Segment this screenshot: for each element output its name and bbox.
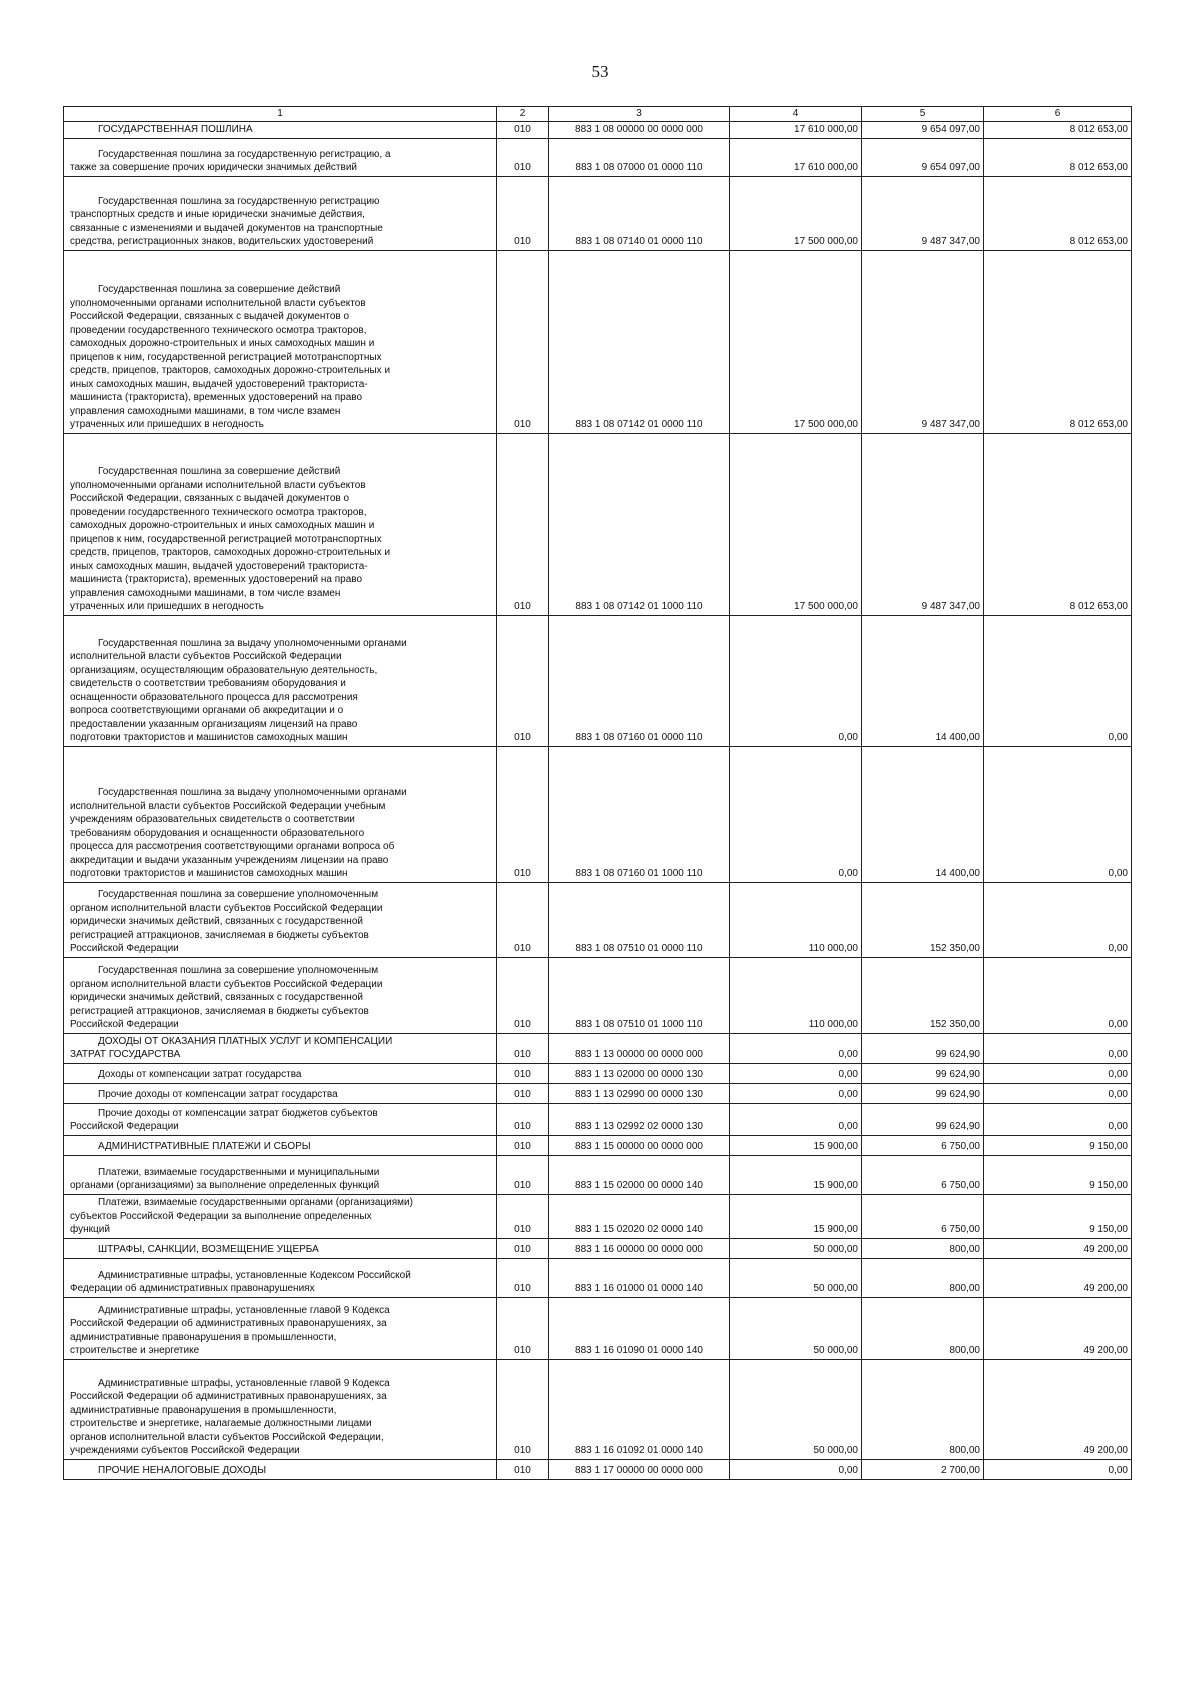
- budget-classification-code-cell: 883 1 08 00000 00 0000 000: [549, 122, 730, 139]
- executed-amount-cell: 800,00: [862, 1238, 984, 1258]
- indicator-name-cell: [64, 1103, 497, 1135]
- unexecuted-amount-cell: 8 012 653,00: [984, 138, 1132, 176]
- row-code-cell: 010: [497, 1258, 549, 1297]
- approved-amount-cell: 17 610 000,00: [730, 122, 862, 139]
- indicator-name-cell: [64, 1359, 497, 1459]
- executed-amount-cell: 2 700,00: [862, 1459, 984, 1479]
- executed-amount-cell: 9 487 347,00: [862, 250, 984, 433]
- budget-classification-code-cell: 883 1 16 01092 01 0000 140: [549, 1359, 730, 1459]
- unexecuted-amount-cell: 8 012 653,00: [984, 122, 1132, 139]
- executed-amount-cell: 9 487 347,00: [862, 433, 984, 615]
- row-code-cell: 010: [497, 746, 549, 882]
- indicator-name: Государственная пошлина за выдачу уполномоченными органами исполнительной власти субъектов Российской Федерации учебным учреждениям образовательных свидетельств о соответствии требованиям оборудования и оснащенности образовательного процесса для рассмотрения соответствующими органами вопроса об аккредитации и выдачи указанным учреждениям лицензии на право подготовки трактористов и машинистов самоходных машин: [70, 787, 407, 879]
- unexecuted-amount-cell: 0,00: [984, 746, 1132, 882]
- row-code-cell: 010: [497, 615, 549, 746]
- executed-amount-cell: 800,00: [862, 1359, 984, 1459]
- indicator-name: Прочие доходы от компенсации затрат государства: [98, 1089, 338, 1100]
- unexecuted-amount-cell: 49 200,00: [984, 1258, 1132, 1297]
- budget-classification-code-cell: 883 1 13 02000 00 0000 130: [549, 1063, 730, 1083]
- approved-amount-cell: 50 000,00: [730, 1297, 862, 1359]
- unexecuted-amount-cell: 0,00: [984, 957, 1132, 1033]
- column-number-header-row: [64, 107, 1132, 122]
- indicator-name: Административные штрафы, установленные главой 9 Кодекса Российской Федерации об административных правонарушениях, за административные правонарушения в промышленности, строительстве и энергетике: [70, 1304, 390, 1356]
- indicator-name: Государственная пошлина за совершение уполномоченным органом исполнительной власти субъектов Российской Федерации юридически значимых действий, связанных с государственной регистрацией аттракционов, зачисляемая в бюджеты субъектов Российской Федерации: [70, 889, 383, 954]
- budget-classification-code-cell: 883 1 17 00000 00 0000 000: [549, 1459, 730, 1479]
- indicator-name: Административные штрафы, установленные Кодексом Российской Федерации об административных правонарушениях: [70, 1269, 411, 1294]
- indicator-name: Государственная пошлина за совершение действий уполномоченными органами исполнительной власти субъектов Российской Федерации, связанных с выдачей документов о проведении государственного технического осмотра тракторов, самоходных дорожно-строительных и иных самоходных машин и прицепов к ним, государственной регистрацией мототранспортных средств, прицепов, тракторов, самоходных дорожно-строительных и иных самоходных машин, выдачей удостоверений тракториста- машиниста (тракториста), временных удостоверений на право управления самоходными машинами, в том числе взамен утраченных или пришедших в негодность: [70, 284, 391, 430]
- column-header: 6: [984, 107, 1132, 122]
- column-header: 2: [497, 107, 549, 122]
- row-code-cell: 010: [497, 122, 549, 139]
- table-row: [64, 1155, 1132, 1194]
- budget-classification-code-cell: 883 1 13 02990 00 0000 130: [549, 1083, 730, 1103]
- table-row: [64, 1238, 1132, 1258]
- approved-amount-cell: 17 610 000,00: [730, 138, 862, 176]
- unexecuted-amount-cell: 49 200,00: [984, 1359, 1132, 1459]
- approved-amount-cell: 15 900,00: [730, 1135, 862, 1155]
- column-header: 4: [730, 107, 862, 122]
- indicator-name-cell: [64, 1459, 497, 1479]
- row-code-cell: 010: [497, 1194, 549, 1238]
- executed-amount-cell: 9 654 097,00: [862, 122, 984, 139]
- unexecuted-amount-cell: 9 150,00: [984, 1194, 1132, 1238]
- unexecuted-amount-cell: 8 012 653,00: [984, 433, 1132, 615]
- executed-amount-cell: 99 624,90: [862, 1063, 984, 1083]
- table-row: [64, 1135, 1132, 1155]
- unexecuted-amount-cell: 8 012 653,00: [984, 176, 1132, 250]
- row-code-cell: 010: [497, 1238, 549, 1258]
- indicator-name-cell: [64, 433, 497, 615]
- column-header: 1: [64, 107, 497, 122]
- indicator-name-cell: [64, 1297, 497, 1359]
- indicator-name-cell: [64, 176, 497, 250]
- approved-amount-cell: 0,00: [730, 1459, 862, 1479]
- budget-classification-code-cell: 883 1 16 00000 00 0000 000: [549, 1238, 730, 1258]
- row-code-cell: 010: [497, 433, 549, 615]
- budget-classification-code-cell: 883 1 16 01090 01 0000 140: [549, 1297, 730, 1359]
- approved-amount-cell: 50 000,00: [730, 1258, 862, 1297]
- row-code-cell: 010: [497, 1033, 549, 1063]
- executed-amount-cell: 9 487 347,00: [862, 176, 984, 250]
- executed-amount-cell: 14 400,00: [862, 746, 984, 882]
- budget-classification-code-cell: 883 1 08 07160 01 1000 110: [549, 746, 730, 882]
- approved-amount-cell: 17 500 000,00: [730, 176, 862, 250]
- table-row: [64, 615, 1132, 746]
- unexecuted-amount-cell: 0,00: [984, 1033, 1132, 1063]
- indicator-name: Государственная пошлина за государственную регистрацию транспортных средств и иные юридически значимые действия, связанные с изменениями и выдачей документов на транспортные средства, регистрационных знаков, водительских удостоверений: [70, 195, 383, 247]
- indicator-name-cell: [64, 250, 497, 433]
- indicator-name-cell: [64, 746, 497, 882]
- indicator-name-cell: [64, 615, 497, 746]
- budget-classification-code-cell: 883 1 08 07510 01 1000 110: [549, 957, 730, 1033]
- indicator-name: Доходы от компенсации затрат государства: [98, 1069, 302, 1080]
- unexecuted-amount-cell: 49 200,00: [984, 1238, 1132, 1258]
- table-row: [64, 1103, 1132, 1135]
- approved-amount-cell: 0,00: [730, 1063, 862, 1083]
- indicator-name: Государственная пошлина за государственную регистрацию, а также за совершение прочих юридически значимых действий: [70, 148, 391, 173]
- table-row: [64, 746, 1132, 882]
- row-code-cell: 010: [497, 176, 549, 250]
- table-row: [64, 1033, 1132, 1063]
- executed-amount-cell: 99 624,90: [862, 1083, 984, 1103]
- row-code-cell: 010: [497, 1083, 549, 1103]
- table-row: [64, 250, 1132, 433]
- executed-amount-cell: 99 624,90: [862, 1103, 984, 1135]
- executed-amount-cell: 6 750,00: [862, 1155, 984, 1194]
- executed-amount-cell: 14 400,00: [862, 615, 984, 746]
- table-row: [64, 1297, 1132, 1359]
- approved-amount-cell: 17 500 000,00: [730, 250, 862, 433]
- unexecuted-amount-cell: 0,00: [984, 1083, 1132, 1103]
- indicator-name-cell: [64, 1135, 497, 1155]
- table-row: [64, 1459, 1132, 1479]
- table-row: [64, 1083, 1132, 1103]
- unexecuted-amount-cell: 0,00: [984, 1063, 1132, 1083]
- table-row: [64, 1359, 1132, 1459]
- unexecuted-amount-cell: 9 150,00: [984, 1135, 1132, 1155]
- executed-amount-cell: 6 750,00: [862, 1135, 984, 1155]
- indicator-name-cell: [64, 1238, 497, 1258]
- indicator-name-cell: [64, 957, 497, 1033]
- unexecuted-amount-cell: 49 200,00: [984, 1297, 1132, 1359]
- indicator-name: Прочие доходы от компенсации затрат бюджетов субъектов Российской Федерации: [70, 1107, 378, 1132]
- executed-amount-cell: 99 624,90: [862, 1033, 984, 1063]
- indicator-name-cell: [64, 1083, 497, 1103]
- indicator-name-cell: [64, 138, 497, 176]
- indicator-name-cell: [64, 1194, 497, 1238]
- budget-classification-code-cell: 883 1 08 07140 01 0000 110: [549, 176, 730, 250]
- page-number: 53: [591, 62, 609, 81]
- approved-amount-cell: 50 000,00: [730, 1238, 862, 1258]
- row-code-cell: 010: [497, 1359, 549, 1459]
- budget-classification-code-cell: 883 1 15 02020 02 0000 140: [549, 1194, 730, 1238]
- row-code-cell: 010: [497, 1459, 549, 1479]
- indicator-name: ГОСУДАРСТВЕННАЯ ПОШЛИНА: [98, 124, 253, 135]
- row-code-cell: 010: [497, 882, 549, 957]
- approved-amount-cell: 0,00: [730, 1083, 862, 1103]
- unexecuted-amount-cell: 0,00: [984, 882, 1132, 957]
- table-row: [64, 1063, 1132, 1083]
- indicator-name: Государственная пошлина за выдачу уполномоченными органами исполнительной власти субъектов Российской Федерации организациям, осуществляющим образовательную деятельность, свидетельств о соответствии требованиям оборудования и оснащенности образовательного процесса для рассмотрения вопроса соответствующими органами об аккредитации и о предоставлении указанным организациям лицензий на право подготовки трактористов и машинистов самоходных машин: [70, 637, 407, 743]
- table-row: [64, 1194, 1132, 1238]
- table-row: [64, 176, 1132, 250]
- indicator-name: Государственная пошлина за совершение действий уполномоченными органами исполнительной власти субъектов Российской Федерации, связанных с выдачей документов о проведении государственного технического осмотра тракторов, самоходных дорожно-строительных и иных самоходных машин и прицепов к ним, государственной регистрацией мототранспортных средств, прицепов, тракторов, самоходных дорожно-строительных и иных самоходных машин, выдачей удостоверений тракториста- машиниста (тракториста), временных удостоверений на право управления самоходными машинами, в том числе взамен утраченных или пришедших в негодность: [70, 466, 391, 612]
- budget-classification-code-cell: 883 1 08 07510 01 0000 110: [549, 882, 730, 957]
- table-row: [64, 957, 1132, 1033]
- row-code-cell: 010: [497, 250, 549, 433]
- table-row: [64, 138, 1132, 176]
- table-row: [64, 1258, 1132, 1297]
- approved-amount-cell: 0,00: [730, 1103, 862, 1135]
- row-code-cell: 010: [497, 1103, 549, 1135]
- indicator-name-cell: [64, 1033, 497, 1063]
- revenue-table: [63, 106, 1132, 1480]
- approved-amount-cell: 50 000,00: [730, 1359, 862, 1459]
- executed-amount-cell: 152 350,00: [862, 882, 984, 957]
- indicator-name: ПРОЧИЕ НЕНАЛОГОВЫЕ ДОХОДЫ: [98, 1465, 267, 1476]
- unexecuted-amount-cell: 8 012 653,00: [984, 250, 1132, 433]
- indicator-name-cell: [64, 122, 497, 139]
- approved-amount-cell: 15 900,00: [730, 1194, 862, 1238]
- indicator-name: АДМИНИСТРАТИВНЫЕ ПЛАТЕЖИ И СБОРЫ: [98, 1141, 311, 1152]
- approved-amount-cell: 110 000,00: [730, 957, 862, 1033]
- row-code-cell: 010: [497, 1063, 549, 1083]
- approved-amount-cell: 110 000,00: [730, 882, 862, 957]
- indicator-name-cell: [64, 1155, 497, 1194]
- budget-classification-code-cell: 883 1 16 01000 01 0000 140: [549, 1258, 730, 1297]
- unexecuted-amount-cell: 0,00: [984, 1459, 1132, 1479]
- indicator-name: Государственная пошлина за совершение уполномоченным органом исполнительной власти субъектов Российской Федерации юридически значимых действий, связанных с государственной регистрацией аттракционов, зачисляемая в бюджеты субъектов Российской Федерации: [70, 965, 383, 1030]
- executed-amount-cell: 800,00: [862, 1297, 984, 1359]
- indicator-name: Платежи, взимаемые государственными и муниципальными органами (организациями) за выполнение определенных функций: [70, 1166, 380, 1191]
- row-code-cell: 010: [497, 138, 549, 176]
- row-code-cell: 010: [497, 1297, 549, 1359]
- unexecuted-amount-cell: 0,00: [984, 615, 1132, 746]
- indicator-name: Платежи, взимаемые государственными органами (организациями) субъектов Российской Федерации за выполнение определенных функций: [70, 1197, 413, 1235]
- budget-classification-code-cell: 883 1 08 07142 01 0000 110: [549, 250, 730, 433]
- unexecuted-amount-cell: 9 150,00: [984, 1155, 1132, 1194]
- unexecuted-amount-cell: 0,00: [984, 1103, 1132, 1135]
- budget-classification-code-cell: 883 1 08 07000 01 0000 110: [549, 138, 730, 176]
- executed-amount-cell: 152 350,00: [862, 957, 984, 1033]
- executed-amount-cell: 800,00: [862, 1258, 984, 1297]
- row-code-cell: 010: [497, 957, 549, 1033]
- indicator-name: ДОХОДЫ ОТ ОКАЗАНИЯ ПЛАТНЫХ УСЛУГ И КОМПЕНСАЦИИ ЗАТРАТ ГОСУДАРСТВА: [70, 1035, 393, 1060]
- approved-amount-cell: 0,00: [730, 746, 862, 882]
- approved-amount-cell: 15 900,00: [730, 1155, 862, 1194]
- table-row: [64, 122, 1132, 139]
- column-header: 5: [862, 107, 984, 122]
- executed-amount-cell: 9 654 097,00: [862, 138, 984, 176]
- budget-classification-code-cell: 883 1 13 00000 00 0000 000: [549, 1033, 730, 1063]
- row-code-cell: 010: [497, 1155, 549, 1194]
- indicator-name: ШТРАФЫ, САНКЦИИ, ВОЗМЕЩЕНИЕ УЩЕРБА: [98, 1244, 319, 1255]
- indicator-name-cell: [64, 882, 497, 957]
- indicator-name-cell: [64, 1063, 497, 1083]
- approved-amount-cell: 17 500 000,00: [730, 433, 862, 615]
- budget-classification-code-cell: 883 1 15 02000 00 0000 140: [549, 1155, 730, 1194]
- executed-amount-cell: 6 750,00: [862, 1194, 984, 1238]
- budget-classification-code-cell: 883 1 08 07142 01 1000 110: [549, 433, 730, 615]
- budget-classification-code-cell: 883 1 13 02992 02 0000 130: [549, 1103, 730, 1135]
- approved-amount-cell: 0,00: [730, 1033, 862, 1063]
- table-row: [64, 433, 1132, 615]
- indicator-name-cell: [64, 1258, 497, 1297]
- table-row: [64, 882, 1132, 957]
- indicator-name: Административные штрафы, установленные главой 9 Кодекса Российской Федерации об административных правонарушениях, за административные правонарушения в промышленности, строительстве и энергетике, налагаемые должностными лицами органов исполнительной власти субъектов Российской Федерации, учреждениями субъектов Российской Федерации: [70, 1377, 390, 1456]
- column-header: 3: [549, 107, 730, 122]
- budget-classification-code-cell: 883 1 15 00000 00 0000 000: [549, 1135, 730, 1155]
- row-code-cell: 010: [497, 1135, 549, 1155]
- approved-amount-cell: 0,00: [730, 615, 862, 746]
- budget-classification-code-cell: 883 1 08 07160 01 0000 110: [549, 615, 730, 746]
